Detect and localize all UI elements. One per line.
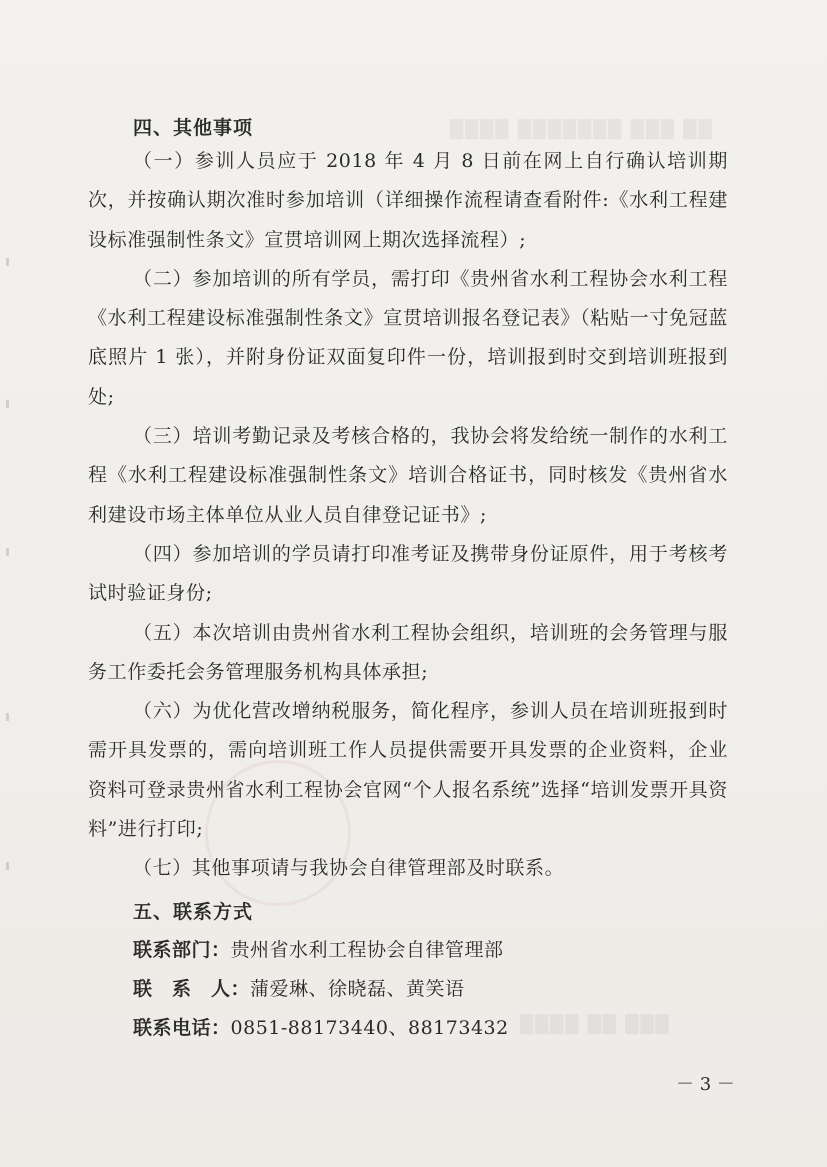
show-through-text: ████ ███████ ███ ██ [450, 120, 714, 140]
contact-phone-label: 联系电话： [133, 1017, 231, 1039]
contact-phone-row [133, 1013, 509, 1040]
contact-phone-value: 0851-88173440、88173432 [230, 1017, 509, 1039]
item-5-paragraph: （五）本次培训由贵州省水利工程协会组织，培训班的会务管理与服务工作委托会务管理服务机构具体承担; [88, 621, 728, 683]
item-2-paragraph: （二）参加培训的所有学员，需打印《贵州省水利工程协会水利工程《水利工程建设标准强制性条文》宣贯培训报名登记表》（粘贴一寸免冠蓝底照片 1 张），并附身份证双面复印件一份，培训报到时交到培训班报到处; [88, 267, 728, 408]
item-3-paragraph: （三）培训考勤记录及考核合格的，我协会将发给统一制作的水利工程《水利工程建设标准强制性条文》培训合格证书，同时核发《贵州省水利建设市场主体单位从业人员自律登记证书》; [88, 425, 728, 526]
item-6-paragraph: （六）为优化营改增纳税服务，简化程序，参训人员在培训班报到时需开具发票的，需向培训班工作人员提供需要开具发票的企业资料，企业资料可登录贵州省水利工程协会官网“个人报名系统”选择“培训发票开具资料”进行打印; [88, 700, 728, 841]
page-number: － 3 － [676, 1074, 735, 1095]
contact-department-label: 联系部门： [133, 939, 231, 961]
contact-person-row [133, 974, 465, 1001]
section-heading-other-matters: 四、其他事项 [133, 117, 254, 139]
show-through-text: ████ ██ ███ [520, 1015, 671, 1035]
contact-person-label: 联 系 人： [133, 978, 251, 1000]
scan-margin-marks [0, 0, 20, 1167]
contact-person-value: 蒲爱琳、徐晓磊、黄笑语 [250, 978, 465, 1000]
contact-department-value: 贵州省水利工程协会自律管理部 [230, 939, 504, 961]
contact-department-row [133, 935, 504, 962]
item-1-paragraph: （一）参训人员应于 2018 年 4 月 8 日前在网上自行确认培训期次，并按确认期次准时参加培训（详细操作流程请查看附件:《水利工程建设标准强制性条文》宣贯培训网上期次选择流程）; [88, 150, 728, 251]
item-7-paragraph: （七）其他事项请与我协会自律管理部及时联系。 [133, 857, 565, 880]
item-4-paragraph: （四）参加培训的学员请打印准考证及携带身份证原件，用于考核考试时验证身份; [88, 542, 728, 605]
section-heading-contact: 五、联系方式 [133, 901, 254, 923]
other-matters-body [88, 142, 728, 889]
